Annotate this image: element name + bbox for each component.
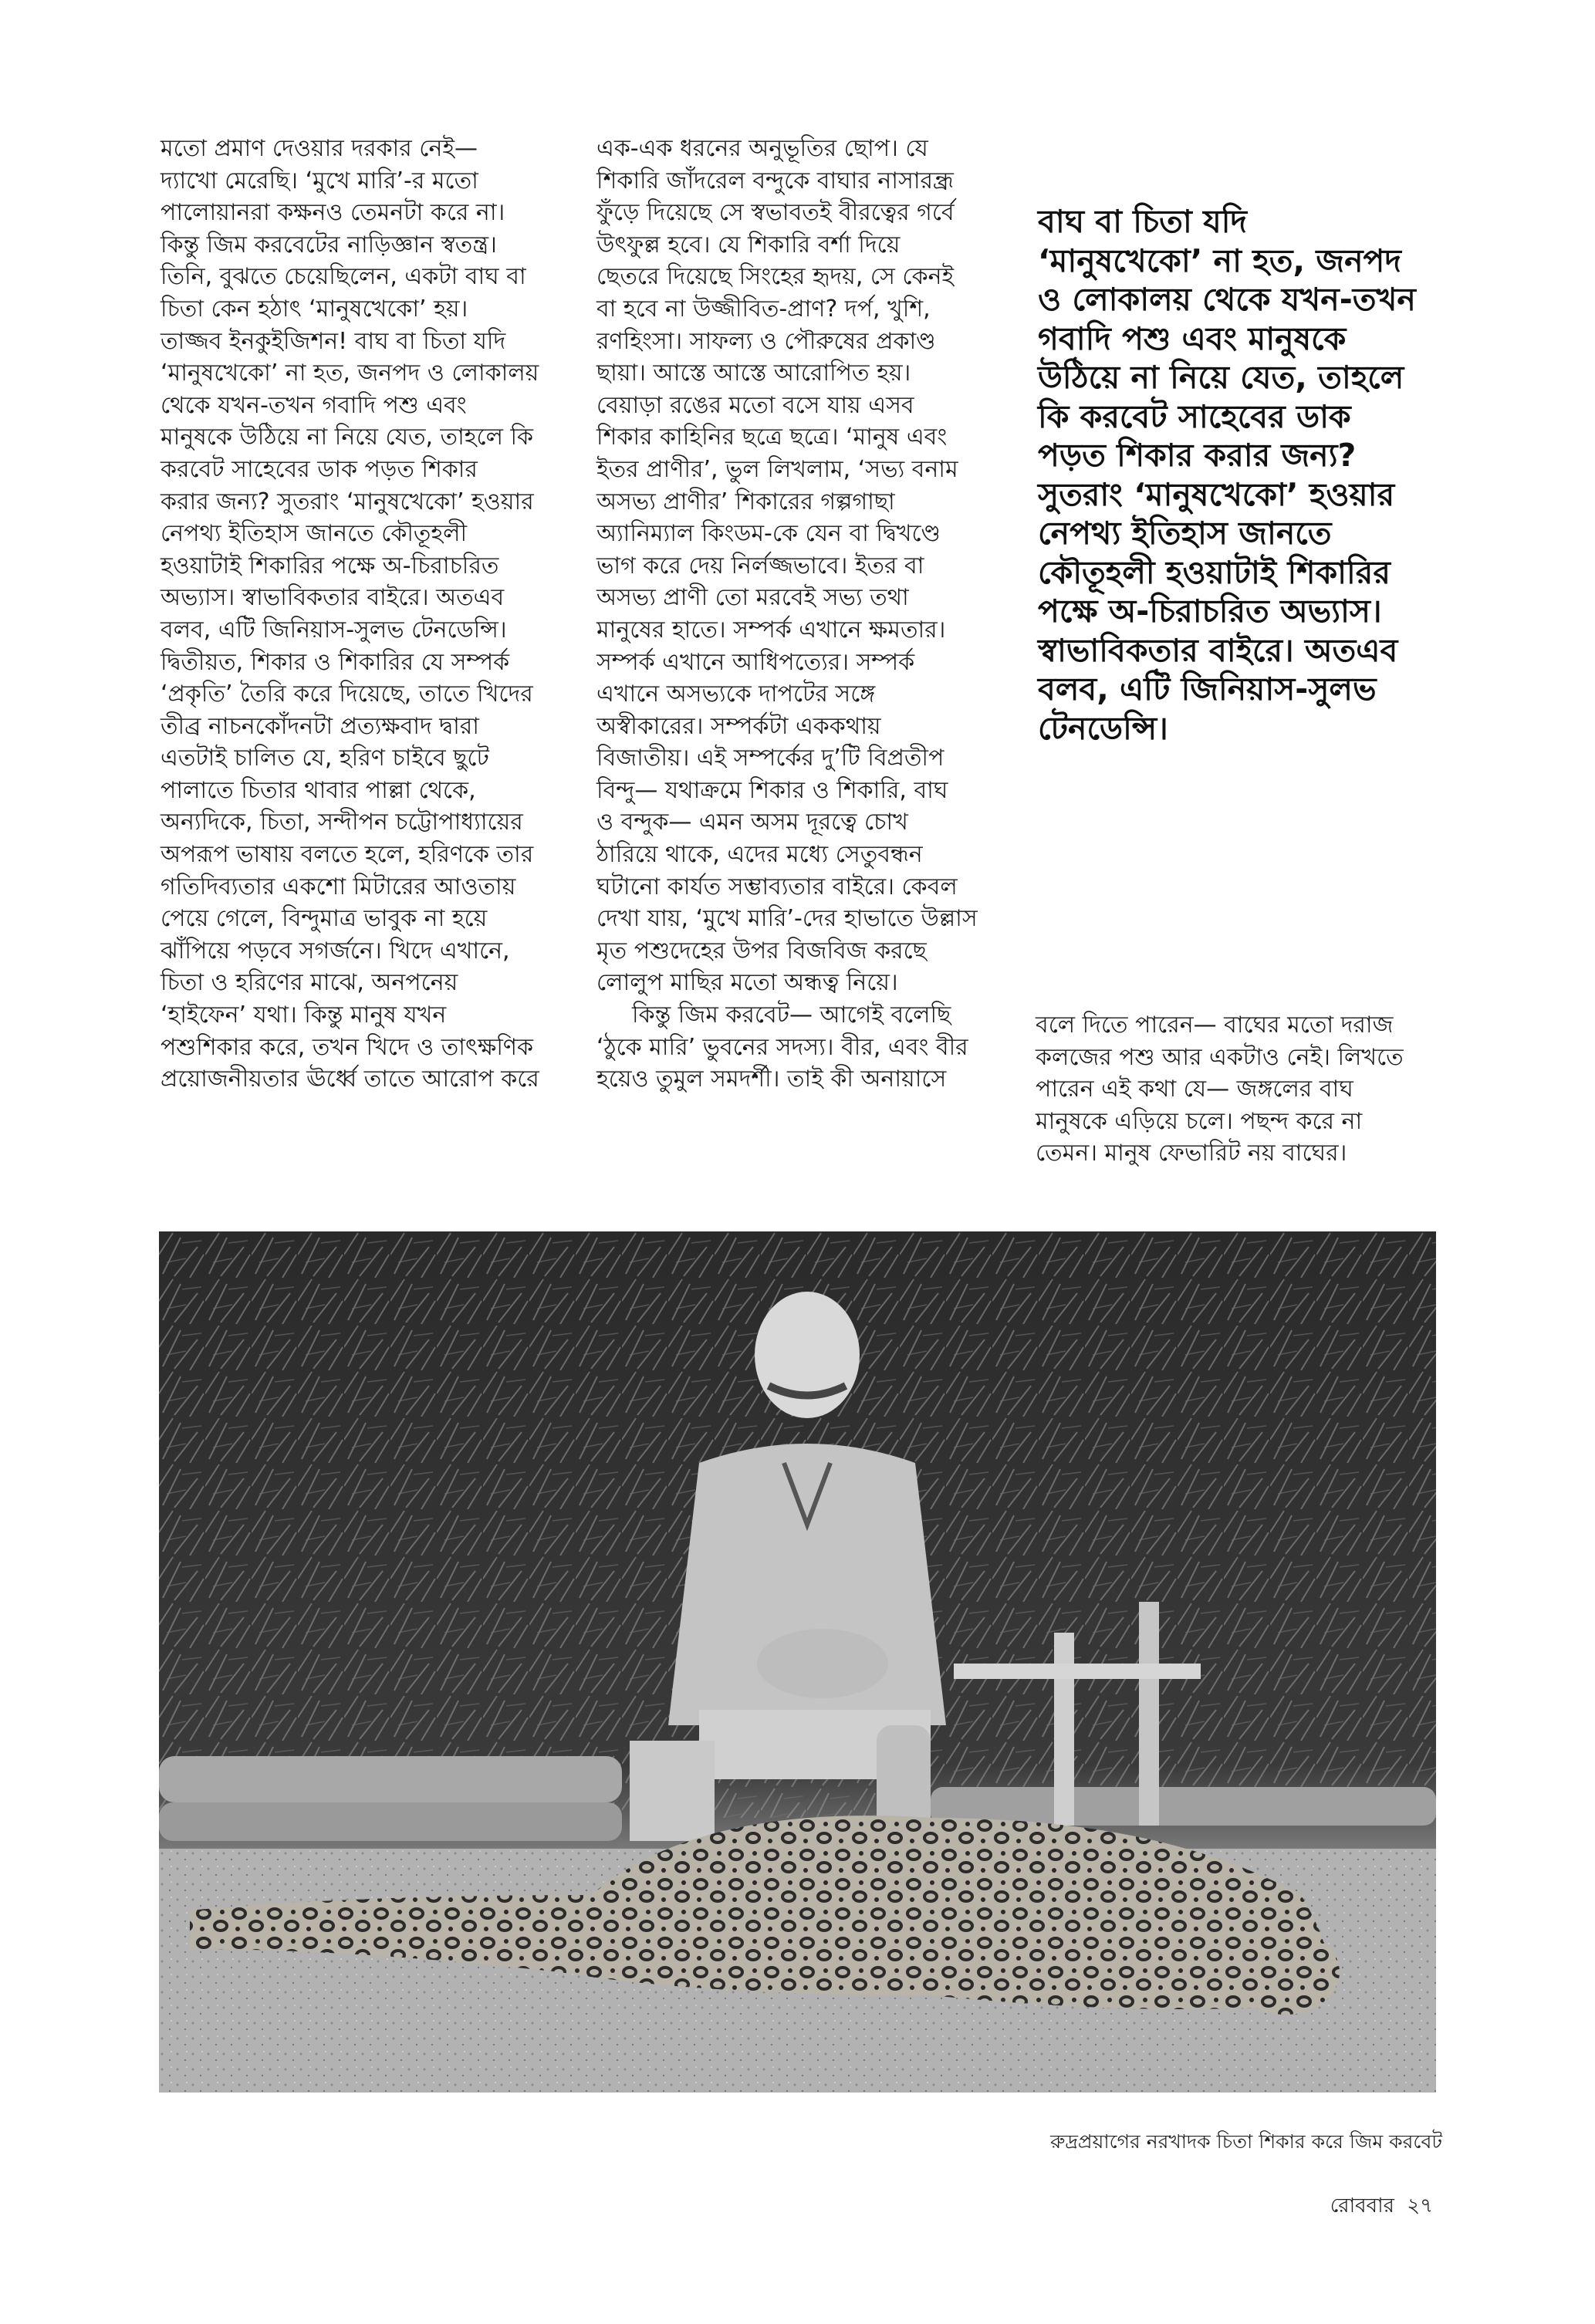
pull-quote-line: সুতরাং ‘মানুষখেকো’ হওয়ার bbox=[1038, 475, 1395, 513]
text-line: দেখা যায়, ‘মুখে মারি’-দের হাভাতে উল্লাস bbox=[596, 905, 978, 933]
pull-quote-line: ও লোকালয় থেকে যখন-তখন bbox=[1038, 281, 1416, 318]
pull-quote-line: স্বাভাবিকতার বাইরে। অতএব bbox=[1038, 631, 1398, 669]
pull-quote-line: গবাদি পশু এবং মানুষকে bbox=[1038, 319, 1347, 357]
text-line: অসভ্য প্রাণী তো মরবেই সভ্য তথা bbox=[596, 584, 909, 612]
text-line: তিনি, বুঝতে চেয়েছিলেন, একটা বাঘ বা bbox=[161, 263, 526, 291]
pull-quote-line: উঠিয়ে না নিয়ে যেত, তাহলে bbox=[1038, 359, 1404, 396]
text-line: অন্যদিকে, চিতা, সন্দীপন চট্টোপাধ্যায়ের bbox=[161, 809, 523, 836]
text-line: এক-এক ধরনের অনুভূতির ছোপ। যে bbox=[596, 135, 928, 162]
paragraph-start-line: কিন্তু জিম করবেট— আগেই বলেছি bbox=[632, 1002, 951, 1029]
text-line: ‘মানুষখেকো’ না হত, জনপদ ও লোকালয় bbox=[161, 360, 539, 387]
text-line: রণহিংসা। সাফল্য ও পৌরুষের প্রকাণ্ড bbox=[596, 327, 936, 355]
pull-quote-line: বলব, এটি জিনিয়াস-সুলভ bbox=[1038, 671, 1377, 708]
text-line: ঝাঁপিয়ে পড়বে সগর্জনে। খিদে এখানে, bbox=[161, 937, 510, 964]
text-line: বা হবে না উজ্জীবিত-প্রাণ? দর্প, খুশি, bbox=[596, 295, 931, 323]
body-column-right bbox=[1036, 1009, 1445, 1170]
text-line: থেকে যখন-তখন গবাদি পশু এবং bbox=[161, 391, 467, 419]
text-line: উৎফুল্ল হবে। যে শিকারি বর্শা দিয়ে bbox=[596, 231, 901, 258]
text-line: তীব্র নাচনকোঁদনটা প্রত্যক্ষবাদ দ্বারা bbox=[161, 712, 479, 740]
text-line: ইতর প্রাণীর’, ভুল লিখলাম, ‘সভ্য বনাম bbox=[596, 455, 958, 483]
text-line: মানুষের হাতে। সম্পর্ক এখানে ক্ষমতার। bbox=[596, 616, 946, 643]
photo-illustration bbox=[159, 1231, 1436, 2093]
text-line: তাজ্জব ইনকুইজিশন! বাঘ বা চিতা যদি bbox=[161, 327, 506, 355]
text-line: পারেন এই কথা যে— জঙ্গলের বাঘ bbox=[1036, 1076, 1353, 1103]
text-line: বিন্দু— যথাক্রমে শিকার ও শিকারি, বাঘ bbox=[596, 776, 948, 804]
text-line: চিতা কেন হঠাৎ ‘মানুষখেকো’ হয়। bbox=[161, 295, 468, 323]
text-line: কিন্তু জিম করবেটের নাড়িজ্ঞান স্বতন্ত্র। bbox=[161, 231, 497, 258]
text-line: এতটাই চালিত যে, হরিণ চাইবে ছুটে bbox=[161, 745, 489, 772]
text-line: হওয়াটাই শিকারির পক্ষে অ-চিরাচরিত bbox=[161, 552, 499, 579]
text-line: অপরূপ ভাষায় বলতে হলে, হরিণকে তার bbox=[161, 841, 534, 869]
text-line: অভ্যাস। স্বাভাবিকতার বাইরে। অতএব bbox=[161, 584, 505, 612]
publication-name: রোববার bbox=[1330, 2194, 1394, 2218]
pull-quote-line: বাঘ বা চিতা যদি bbox=[1038, 203, 1247, 240]
text-line: পালোয়ানরা কক্ষনও তেমনটা করে না। bbox=[161, 199, 505, 227]
text-line: অস্বীকারের। সম্পর্কটা এককথায় bbox=[596, 712, 881, 740]
text-line: দ্বিতীয়ত, শিকার ও শিকারির যে সম্পর্ক bbox=[161, 648, 510, 676]
pull-quote bbox=[1038, 202, 1455, 748]
text-line: সম্পর্ক এখানে আধিপত্যের। সম্পর্ক bbox=[596, 648, 915, 676]
pull-quote-line: টেনডেন্সি। bbox=[1038, 709, 1168, 747]
text-line: মতো প্রমাণ দেওয়ার দরকার নেই— bbox=[161, 135, 478, 162]
text-line: ‘ঠুকে মারি’ ভুবনের সদস্য। বীর, এবং বীর bbox=[596, 1033, 968, 1061]
text-line: কলজের পশু আর একটাও নেই। লিখতে bbox=[1036, 1043, 1404, 1071]
text-line: ‘হাইফেন’ যথা। কিন্তু মানুষ যখন bbox=[161, 1002, 447, 1029]
text-line: মানুষকে উঠিয়ে না নিয়ে যেত, তাহলে কি bbox=[161, 424, 534, 451]
text-line: ঠারিয়ে থাকে, এদের মধ্যে সেতুবন্ধন bbox=[596, 841, 923, 869]
text-line: করার জন্য? সুতরাং ‘মানুষখেকো’ হওয়ার bbox=[161, 488, 534, 515]
text-line: শিকার কাহিনির ছত্রে ছত্রে। ‘মানুষ এবং bbox=[596, 424, 948, 451]
pull-quote-line: পক্ষে অ-চিরাচরিত অভ্যাস। bbox=[1038, 593, 1382, 630]
photograph bbox=[159, 1231, 1436, 2093]
text-line: ফুঁড়ে দিয়েছে সে স্বভাবতই বীরত্বের গর্বে bbox=[596, 199, 955, 227]
text-line: গতিদিব্যতার একশো মিটারের আওতায় bbox=[161, 873, 516, 900]
pull-quote-line: কৌতূহলী হওয়াটাই শিকারির bbox=[1038, 553, 1391, 591]
text-line: পশুশিকার করে, তখন খিদে ও তাৎক্ষণিক bbox=[161, 1033, 534, 1061]
text-line: ভাগ করে দেয় নির্লজ্জভাবে। ইতর বা bbox=[596, 552, 924, 579]
text-line: ঘটানো কার্যত সম্ভাব্যতার বাইরে। কেবল bbox=[596, 873, 958, 900]
text-line: শিকারি জাঁদরেল বন্দুকে বাঘার নাসারন্ধ্র bbox=[596, 167, 954, 194]
pull-quote-line: পড়ত শিকার করার জন্য? bbox=[1038, 437, 1357, 474]
text-line: ছেতরে দিয়েছে সিংহের হৃদয়, সে কেনই bbox=[596, 263, 955, 291]
page-number: ২৭ bbox=[1407, 2194, 1433, 2218]
photo-caption: রুদ্রপ্রয়াগের নরখাদক চিতা শিকার করে জিম করবেট bbox=[1050, 2130, 1442, 2153]
text-line: মৃত পশুদেহের উপর বিজবিজ করছে bbox=[596, 937, 927, 964]
text-line: প্রয়োজনীয়তার ঊর্ধ্বে তাতে আরোপ করে bbox=[161, 1066, 539, 1093]
text-line: করবেট সাহেবের ডাক পড়ত শিকার bbox=[161, 455, 478, 483]
text-line: ও বন্দুক— এমন অসম দূরত্বে চোখ bbox=[596, 809, 908, 836]
text-line: লোলুপ মাছির মতো অন্ধত্ব নিয়ে। bbox=[596, 969, 898, 997]
text-line: মানুষকে এড়িয়ে চলে। পছন্দ করে না bbox=[1036, 1107, 1363, 1135]
text-line: তেমন। মানুষ ফেভারিট নয় বাঘের। bbox=[1036, 1140, 1347, 1167]
pull-quote-line: নেপথ্য ইতিহাস জানতে bbox=[1038, 515, 1332, 552]
text-line: ছায়া। আস্তে আস্তে আরোপিত হয়। bbox=[596, 360, 911, 387]
log bbox=[159, 1756, 622, 1802]
text-line: দ্যাখো মেরেছি। ‘মুখে মারি’-র মতো bbox=[161, 167, 478, 194]
pull-quote-line: কি করবেট সাহেবের ডাক bbox=[1038, 397, 1351, 435]
text-line: এখানে অসভ্যকে দাপটের সঙ্গে bbox=[596, 681, 876, 708]
text-line: পেয়ে গেলে, বিন্দুমাত্র ভাবুক না হয়ে bbox=[161, 905, 488, 933]
text-line: বলব, এটি জিনিয়াস-সুলভ টেনডেন্সি। bbox=[161, 616, 507, 643]
text-line: অ্যানিম্যাল কিংডম-কে যেন বা দ্বিখণ্ডে bbox=[596, 520, 941, 548]
text-line: বিজাতীয়। এই সম্পর্কের দু’টি বিপ্রতীপ bbox=[596, 745, 944, 772]
text-line: বলে দিতে পারেন— বাঘের মতো দরাজ bbox=[1036, 1012, 1394, 1039]
page-footer bbox=[1330, 2190, 1433, 2224]
text-line: পালাতে চিতার থাবার পাল্লা থেকে, bbox=[161, 776, 476, 804]
body-column-left bbox=[161, 133, 577, 1096]
text-line: ‘প্রকৃতি’ তৈরি করে দিয়েছে, তাতে খিদের bbox=[161, 681, 533, 708]
body-column-middle bbox=[596, 133, 1013, 1096]
text-line: অসভ্য প্রাণীর’ শিকারের গল্পগাছা bbox=[596, 488, 895, 515]
text-line: চিতা ও হরিণের মাঝে, অনপনেয় bbox=[161, 969, 458, 997]
pull-quote-line: ‘মানুষখেকো’ না হত, জনপদ bbox=[1038, 242, 1401, 279]
text-line: নেপথ্য ইতিহাস জানতে কৌতূহলী bbox=[161, 520, 468, 548]
text-line: হয়েও তুমুল সমদর্শী। তাই কী অনায়াসে bbox=[596, 1066, 947, 1093]
text-line: বেয়াড়া রঙের মতো বসে যায় এসব bbox=[596, 391, 914, 419]
